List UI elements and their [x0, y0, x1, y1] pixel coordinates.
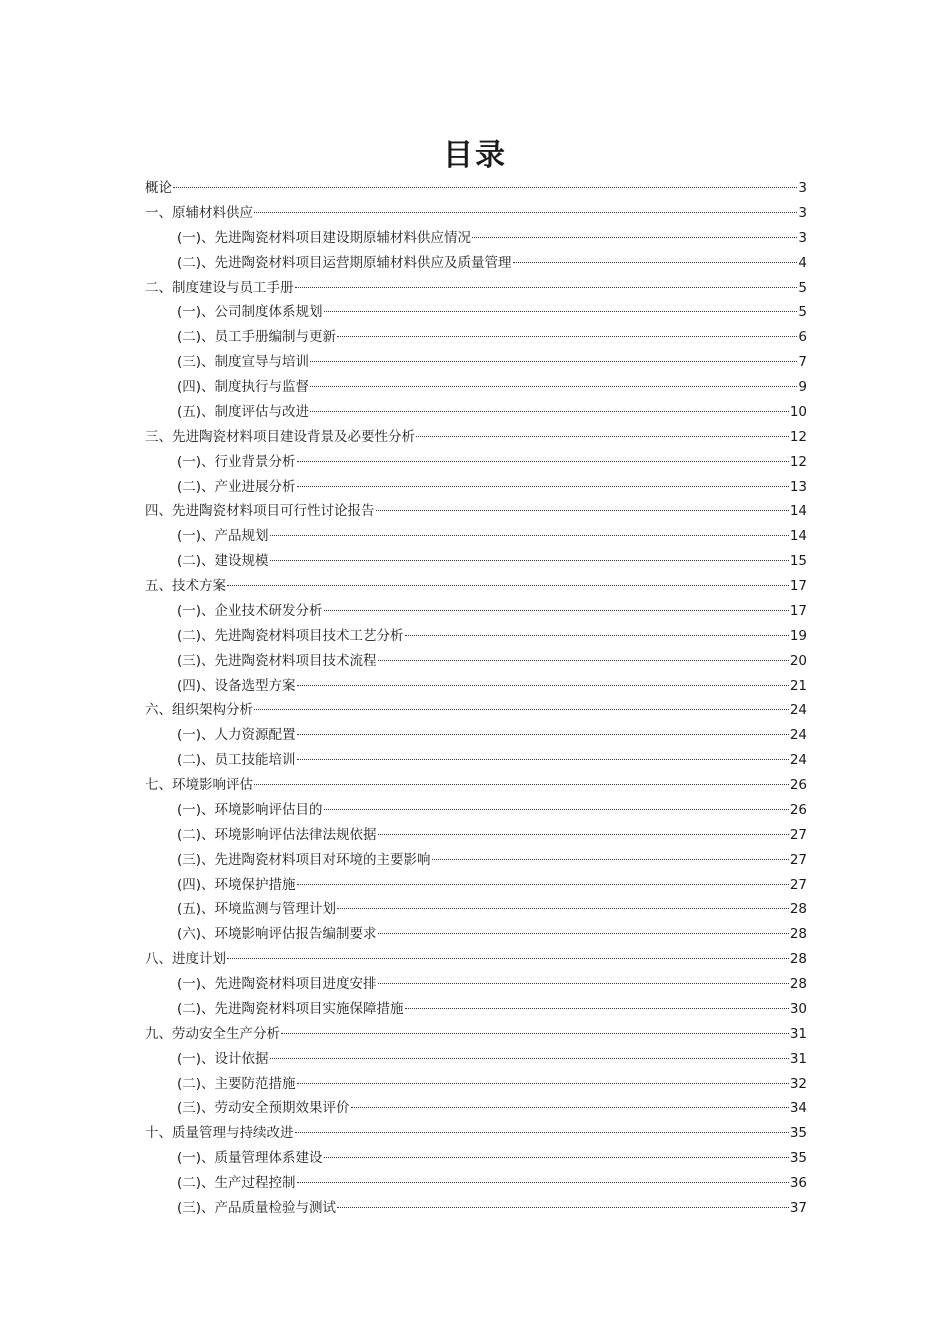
toc-entry-page-number: 19: [789, 627, 807, 644]
toc-dot-leader: [432, 859, 789, 860]
toc-entry-label: (三)、劳动安全预期效果评价: [177, 1100, 350, 1117]
toc-dot-leader: [310, 386, 797, 387]
toc-entry[interactable]: [145, 276, 807, 301]
toc-dot-leader: [310, 411, 789, 412]
toc-entry[interactable]: [145, 897, 807, 922]
toc-entry-label: (五)、制度评估与改进: [177, 403, 310, 420]
toc-entry-label: 四、先进陶瓷材料项目可行性讨论报告: [145, 503, 375, 520]
toc-entry-page-number: 3: [798, 229, 807, 246]
toc-dot-leader: [324, 610, 789, 611]
toc-entry-page-number: 27: [789, 876, 807, 893]
toc-entry[interactable]: [145, 1146, 807, 1171]
toc-entry[interactable]: [145, 748, 807, 773]
toc-entry-label: (二)、员工手册编制与更新: [177, 329, 337, 346]
toc-entry-page-number: 35: [789, 1125, 807, 1142]
toc-entry-page-number: 26: [789, 777, 807, 793]
toc-dot-leader: [295, 287, 798, 288]
toc-entry-label: (三)、先进陶瓷材料项目技术流程: [177, 652, 377, 669]
toc-entry-label: 七、环境影响评估: [145, 777, 253, 793]
toc-entry[interactable]: [145, 524, 807, 549]
toc-dot-leader: [270, 560, 789, 561]
toc-entry[interactable]: [145, 698, 807, 723]
toc-entry-label: (一)、设计依据: [177, 1050, 269, 1067]
toc-entry-label: (四)、制度执行与监督: [177, 379, 310, 395]
toc-entry[interactable]: [145, 649, 807, 674]
toc-dot-leader: [405, 1008, 789, 1009]
toc-entry[interactable]: [145, 997, 807, 1022]
toc-entry[interactable]: [145, 1047, 807, 1072]
toc-dot-leader: [337, 1207, 789, 1208]
toc-entry[interactable]: [145, 499, 807, 524]
toc-entry[interactable]: [145, 400, 807, 425]
toc-entry-page-number: 5: [798, 279, 807, 296]
toc-entry[interactable]: [145, 300, 807, 325]
toc-entry-label: (二)、环境影响评估法律法规依据: [177, 826, 377, 843]
toc-entry-label: (二)、先进陶瓷材料项目运营期原辅材料供应及质量管理: [177, 254, 512, 271]
toc-entry-label: (一)、人力资源配置: [177, 727, 296, 744]
toc-entry-label: (二)、主要防范措施: [177, 1075, 296, 1092]
toc-dot-leader: [378, 660, 789, 661]
toc-entry[interactable]: [145, 723, 807, 748]
toc-entry-page-number: 37: [789, 1199, 807, 1216]
toc-dot-leader: [337, 336, 797, 337]
toc-dot-leader: [297, 1182, 789, 1183]
toc-dot-leader: [254, 709, 789, 710]
toc-entry[interactable]: [145, 176, 807, 201]
toc-entry-label: (一)、企业技术研发分析: [177, 602, 323, 619]
toc-dot-leader: [227, 585, 789, 586]
toc-entry-label: 五、技术方案: [145, 578, 226, 594]
toc-entry-page-number: 3: [798, 204, 807, 221]
toc-entry-label: (五)、环境监测与管理计划: [177, 901, 337, 918]
toc-entry[interactable]: [145, 624, 807, 649]
toc-dot-leader: [173, 187, 797, 188]
toc-entry-page-number: 12: [789, 428, 807, 445]
toc-entry-label: (三)、制度宣导与培训: [177, 354, 310, 371]
toc-entry-page-number: 10: [789, 403, 807, 420]
toc-entry[interactable]: [145, 425, 807, 450]
toc-entry-page-number: 27: [789, 851, 807, 868]
toc-dot-leader: [270, 1058, 789, 1059]
toc-entry-label: (二)、建设规模: [177, 553, 269, 570]
toc-entry[interactable]: [145, 599, 807, 624]
toc-entry-page-number: 28: [789, 976, 807, 992]
toc-entry-label: (二)、员工技能培训: [177, 752, 296, 769]
toc-entry[interactable]: [145, 549, 807, 574]
toc-entry-label: (三)、先进陶瓷材料项目对环境的主要影响: [177, 851, 431, 868]
toc-entry[interactable]: [145, 823, 807, 848]
toc-dot-leader: [297, 461, 789, 462]
toc-entry-page-number: 31: [789, 1025, 807, 1042]
toc-entry[interactable]: [145, 201, 807, 226]
toc-entry-label: (一)、先进陶瓷材料项目进度安排: [177, 976, 377, 992]
toc-dot-leader: [351, 1107, 789, 1108]
toc-entry-page-number: 6: [798, 329, 807, 346]
toc-entry[interactable]: [145, 375, 807, 400]
toc-entry-page-number: 17: [789, 602, 807, 619]
toc-entry-page-number: 24: [789, 702, 807, 719]
toc-entry-page-number: 36: [789, 1175, 807, 1191]
toc-entry-label: 十、质量管理与持续改进: [145, 1125, 294, 1142]
toc-dot-leader: [297, 685, 789, 686]
toc-entry[interactable]: [145, 251, 807, 276]
toc-entry-page-number: 27: [789, 826, 807, 843]
toc-dot-leader: [376, 510, 789, 511]
toc-entry-page-number: 7: [798, 354, 807, 371]
toc-entry-page-number: 5: [798, 304, 807, 321]
toc-entry[interactable]: [145, 773, 807, 798]
toc-entry-page-number: 4: [798, 254, 807, 271]
toc-entry[interactable]: [145, 1096, 807, 1121]
toc-entry-label: (二)、先进陶瓷材料项目实施保障措施: [177, 1000, 404, 1017]
toc-entry[interactable]: [145, 450, 807, 475]
toc-entry-label: (四)、设备选型方案: [177, 677, 296, 694]
toc-entry-label: (二)、产业进展分析: [177, 478, 296, 495]
toc-entry-page-number: 24: [789, 727, 807, 744]
toc-entry[interactable]: [145, 1072, 807, 1097]
toc-entry-label: 六、组织架构分析: [145, 702, 253, 719]
toc-entry[interactable]: [145, 848, 807, 873]
toc-entry-label: (四)、环境保护措施: [177, 876, 296, 893]
toc-entry-page-number: 35: [789, 1150, 807, 1167]
toc-entry-page-number: 13: [789, 478, 807, 495]
toc-entry[interactable]: [145, 922, 807, 947]
toc-dot-leader: [472, 237, 797, 238]
toc-entry-label: (二)、先进陶瓷材料项目技术工艺分析: [177, 627, 404, 644]
toc-entry[interactable]: [145, 226, 807, 251]
toc-dot-leader: [405, 635, 789, 636]
toc-entry-page-number: 28: [789, 926, 807, 943]
toc-dot-leader: [310, 361, 797, 362]
toc-entry-page-number: 15: [789, 553, 807, 570]
toc-entry-page-number: 31: [789, 1050, 807, 1067]
toc-entry[interactable]: [145, 475, 807, 500]
toc-entry[interactable]: [145, 674, 807, 699]
toc-entry-page-number: 30: [789, 1000, 807, 1017]
toc-entry-label: 概论: [145, 180, 172, 196]
toc-entry-page-number: 28: [789, 901, 807, 918]
toc-entry-label: (一)、先进陶瓷材料项目建设期原辅材料供应情况: [177, 229, 472, 246]
toc-entry-page-number: 32: [789, 1075, 807, 1092]
toc-entry[interactable]: [145, 798, 807, 823]
toc-entry-label: (二)、生产过程控制: [177, 1175, 296, 1191]
toc-entry-page-number: 14: [789, 503, 807, 520]
toc-entry-page-number: 3: [798, 180, 807, 196]
toc-entry-label: 八、进度计划: [145, 951, 226, 968]
toc-entry-page-number: 28: [789, 951, 807, 968]
toc-dot-leader: [227, 958, 789, 959]
toc-entry[interactable]: [145, 574, 807, 599]
toc-entry[interactable]: [145, 972, 807, 997]
toc-dot-leader: [513, 262, 798, 263]
toc-dot-leader: [297, 759, 789, 760]
toc-dot-leader: [297, 1083, 789, 1084]
toc-dot-leader: [281, 1033, 789, 1034]
toc-entry-label: (一)、公司制度体系规划: [177, 304, 323, 321]
table-of-contents: [145, 176, 807, 1221]
toc-entry-label: (一)、行业背景分析: [177, 453, 296, 470]
toc-entry-label: 九、劳动安全生产分析: [145, 1025, 280, 1042]
toc-entry[interactable]: [145, 873, 807, 898]
toc-entry-label: (三)、产品质量检验与测试: [177, 1199, 337, 1216]
toc-entry[interactable]: [145, 1022, 807, 1047]
toc-entry-label: (六)、环境影响评估报告编制要求: [177, 926, 377, 943]
toc-entry[interactable]: [145, 1196, 807, 1221]
toc-entry-page-number: 26: [789, 801, 807, 818]
toc-entry-page-number: 9: [798, 379, 807, 395]
toc-entry-page-number: 12: [789, 453, 807, 470]
toc-dot-leader: [378, 983, 789, 984]
toc-dot-leader: [378, 933, 789, 934]
toc-entry-label: (一)、环境影响评估目的: [177, 801, 323, 818]
toc-entry[interactable]: [145, 1171, 807, 1196]
toc-entry-label: (一)、质量管理体系建设: [177, 1150, 323, 1167]
toc-dot-leader: [324, 809, 789, 810]
toc-entry-label: 三、先进陶瓷材料项目建设背景及必要性分析: [145, 428, 415, 445]
toc-entry-page-number: 14: [789, 528, 807, 545]
toc-entry-page-number: 20: [789, 652, 807, 669]
toc-dot-leader: [295, 1132, 789, 1133]
toc-entry-page-number: 34: [789, 1100, 807, 1117]
toc-dot-leader: [297, 884, 789, 885]
toc-entry-page-number: 24: [789, 752, 807, 769]
page-title: 目录: [443, 138, 507, 173]
toc-dot-leader: [416, 436, 789, 437]
toc-dot-leader: [324, 311, 798, 312]
toc-entry[interactable]: [145, 1121, 807, 1146]
toc-entry-label: 二、制度建设与员工手册: [145, 279, 294, 296]
toc-dot-leader: [297, 486, 789, 487]
toc-dot-leader: [270, 535, 789, 536]
toc-entry[interactable]: [145, 325, 807, 350]
toc-dot-leader: [254, 784, 789, 785]
toc-entry[interactable]: [145, 947, 807, 972]
toc-dot-leader: [378, 834, 789, 835]
toc-entry-page-number: 21: [789, 677, 807, 694]
toc-dot-leader: [324, 1157, 789, 1158]
toc-dot-leader: [297, 734, 789, 735]
toc-entry-label: (一)、产品规划: [177, 528, 269, 545]
toc-dot-leader: [254, 212, 797, 213]
toc-dot-leader: [337, 908, 789, 909]
toc-entry-page-number: 17: [789, 578, 807, 594]
toc-entry-label: 一、原辅材料供应: [145, 204, 253, 221]
toc-entry[interactable]: [145, 350, 807, 375]
